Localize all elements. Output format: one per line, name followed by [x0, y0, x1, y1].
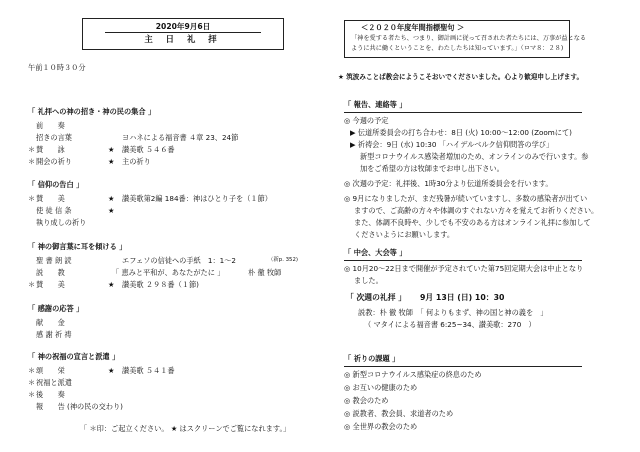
prayer-item: ◎ お互いの健康のため — [344, 383, 418, 392]
prayer-item: ◎ 新型コロナウイルス感染症の終息のため — [344, 370, 482, 379]
service-time: 午前１０時３０分 — [28, 63, 86, 72]
screen-star-icon: ★ — [108, 280, 115, 289]
report-line: くださいようにお願いします。 — [354, 230, 455, 239]
screen-star-icon: ★ — [108, 145, 115, 154]
screen-star-icon: ★ — [108, 206, 115, 215]
prayer-item: ◎ 説教者、教会員、求道者のため — [344, 409, 454, 418]
row-mark: ＊ — [28, 390, 36, 399]
screen-star-icon: ★ — [108, 366, 115, 375]
next-service-heading: 「 次週の礼拝 」 — [346, 293, 407, 302]
preacher-name: 朴 徹 牧師 — [248, 268, 282, 277]
section-heading: 「 報告、連絡等 」 — [344, 100, 407, 109]
row-item: 報 告 (神の民の交わり) — [36, 402, 123, 411]
row-item: 賛 美 — [36, 194, 65, 203]
row-item: 開会の祈り — [36, 157, 72, 166]
row-mark: ＊ — [28, 194, 36, 203]
section-heading: 「 感謝の応答 」 — [28, 304, 84, 313]
title-divider — [105, 32, 261, 33]
row-item: 祝福と派遣 — [36, 378, 72, 387]
row-detail: 主の祈り — [122, 157, 151, 166]
service-title-box — [82, 18, 284, 50]
chukai-line-2: ました。 — [354, 276, 383, 285]
row-detail: ヨハネによる福音書 ４章 23、24節 — [122, 133, 239, 142]
row-item: 説 教 — [36, 268, 65, 277]
row-detail: 「 恵みと平和が、あなたがたに 」 — [112, 268, 225, 277]
row-item: 招きの言葉 — [36, 133, 72, 142]
section-heading: 「 礼拝への神の招き・神の民の集合 」 — [28, 107, 156, 116]
next-service-date: 9月 13日 (日) 10：30 — [420, 293, 505, 302]
row-item: 前 奏 — [36, 121, 65, 130]
footnote: 「 ＊印：ご起立ください。 ★ はスクリーンでご覧になれます。」 — [80, 424, 291, 433]
verse-heading: ＜２０２０年度年間指標聖句 ＞ — [361, 23, 465, 32]
section-divider — [344, 112, 582, 113]
row-item: 使 徒 信 条 — [36, 206, 72, 215]
row-detail: 讃美歌 ５４６番 — [122, 145, 175, 154]
section-heading: 「 信仰の告白 」 — [28, 180, 84, 189]
section-divider — [344, 366, 582, 367]
section-heading: 「 祈りの課題 」 — [344, 354, 400, 363]
annual-verse-box — [344, 20, 587, 58]
row-item: 献 金 — [36, 318, 65, 327]
report-line: ますので、ご高齢の方々や体調のすぐれない方々を覚えてお祈りください。 — [354, 206, 599, 215]
verse-line-2: ように共に働くということを、わたしたちは知っています。」（ロマ８：２８) — [351, 45, 564, 52]
row-item: 賛 詠 — [36, 145, 65, 154]
row-note: （新p. 352) — [268, 257, 299, 263]
verse-line-1: 「神を愛する者たち、つまり、御計画に従って召された者たちには、万事が益となる — [351, 35, 587, 42]
welcome-message: ★ 筑波みことば教会にようこそおいでくださいました。心より歓迎申し上げます。 — [338, 73, 584, 81]
row-item: 頌 栄 — [36, 366, 65, 375]
report-line: ▶ 伝道所委員会の打ち合わせ：8日 (火) 10:00〜12:00 (Zoomにて) — [350, 128, 572, 137]
section-divider — [344, 260, 582, 261]
service-title: 主 日 礼 拝 — [144, 34, 222, 44]
report-line: また、体調不良時や、少しでも不安のある方はオンライン礼拝に参加して — [354, 218, 591, 227]
screen-star-icon: ★ — [108, 157, 115, 166]
report-line: ◎ 次週の予定：礼拝後、1時30分より伝道所委員会を行います。 — [344, 179, 553, 188]
prayer-item: ◎ 全世界の教会のため — [344, 422, 418, 431]
prayer-item: ◎ 教会のため — [344, 396, 389, 405]
row-detail: エフェソの信徒への手紙 1：1〜2 — [122, 256, 236, 265]
section-heading: 「 神の祝福の宣言と派遣 」 — [28, 352, 120, 361]
report-line: ▶ 祈祷会：9日 (水) 10:30 「ハイデルベルク信仰問答の学び」 — [350, 140, 554, 149]
row-mark: ＊ — [28, 157, 36, 166]
row-detail: 讃美歌 ２９８番（１節) — [122, 280, 199, 289]
section-heading: 「 神の御言葉に耳を傾ける 」 — [28, 242, 127, 251]
row-mark: ＊ — [28, 366, 36, 375]
row-item: 賛 美 — [36, 280, 65, 289]
report-line: 加をご希望の方は牧師までお申し出下さい。 — [360, 164, 504, 173]
row-mark: ＊ — [28, 145, 36, 154]
next-service-reading: （ マタイによる福音書 6:25~34、讃美歌：270 ） — [364, 320, 536, 329]
row-detail: 讃美歌 ５４１番 — [122, 366, 175, 375]
next-service-sermon: 説教：朴 徹 牧師 「 何よりもまず、神の国と神の義を 」 — [358, 308, 548, 317]
report-line: 新型コロナウイルス感染者増加のため、オンラインのみで行います。参 — [360, 152, 589, 161]
row-mark: ＊ — [28, 280, 36, 289]
section-heading: 「 中会、大会等 」 — [344, 248, 407, 257]
row-detail: 讃美歌第2編 184番：神はひとり子を（１節） — [122, 194, 272, 203]
row-item: 聖 書 朗 読 — [36, 256, 72, 265]
row-item: 執り成しの祈り — [36, 218, 87, 227]
row-item: 後 奏 — [36, 390, 65, 399]
screen-star-icon: ★ — [108, 194, 115, 203]
service-date: 2020年9月6日 — [155, 22, 211, 31]
report-line: ◎ 9月になりましたが、まだ残暑が続いていますし、多数の感染者が出てい — [344, 194, 588, 203]
row-item: 感 謝 祈 祷 — [36, 330, 72, 339]
row-mark: ＊ — [28, 378, 36, 387]
report-line: ◎ 今週の予定 — [344, 116, 389, 125]
chukai-line-1: ◎ 10月20〜22日まで開催が予定されていた第75回定期大会は中止となり — [344, 264, 584, 273]
